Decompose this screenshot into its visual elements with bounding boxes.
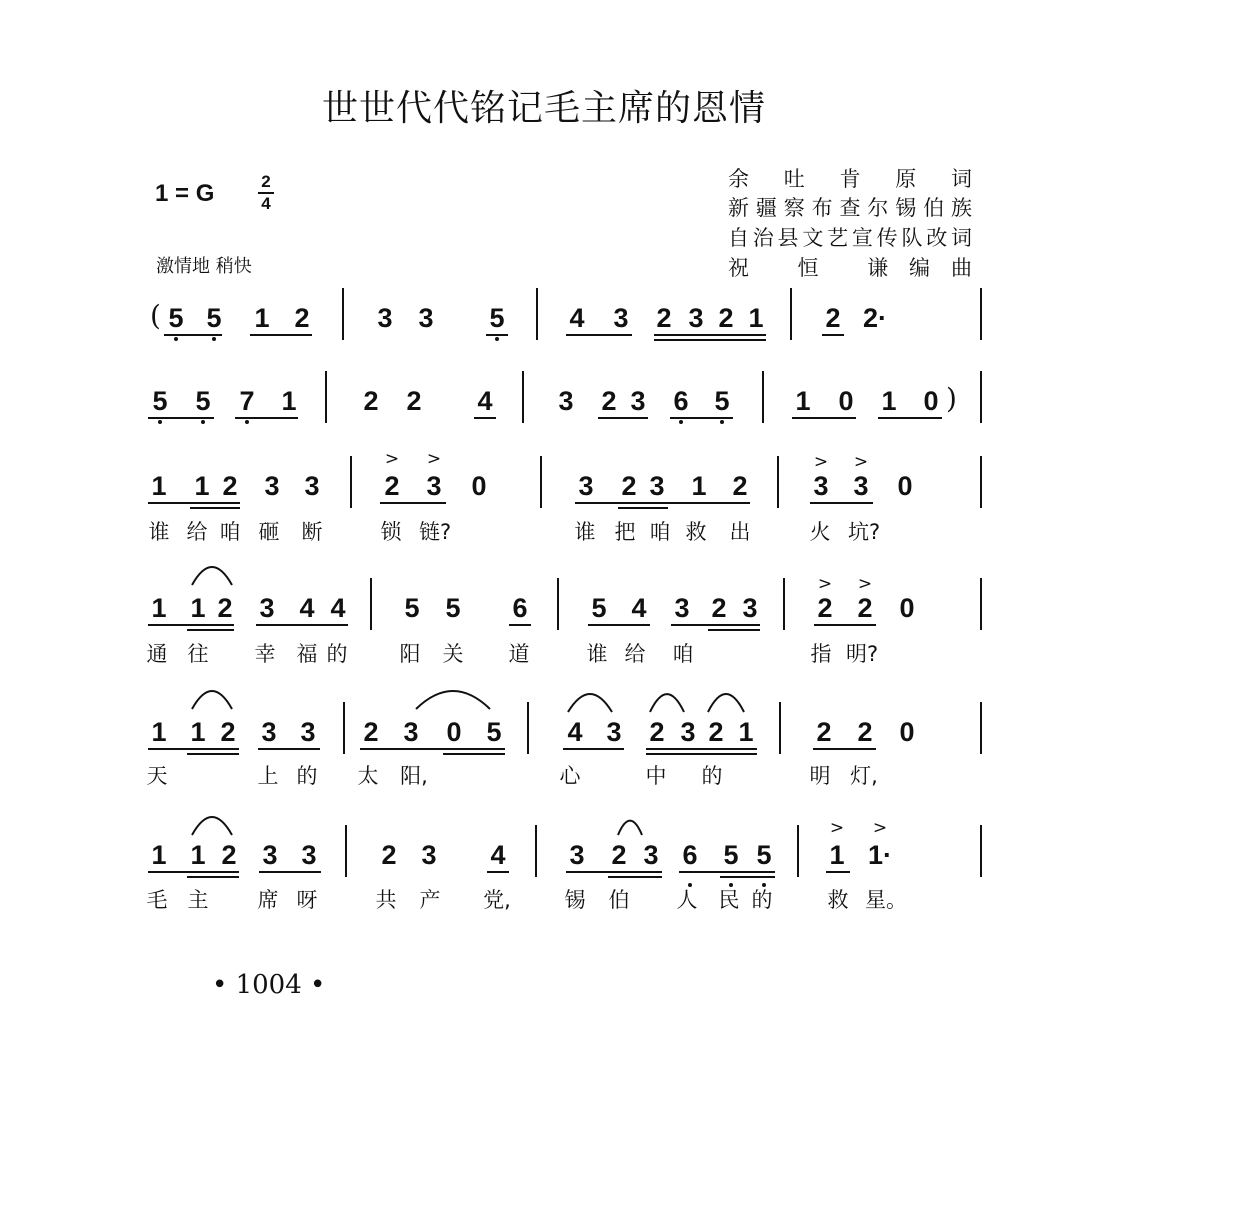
note: 5 xyxy=(591,593,607,623)
note: 2 xyxy=(294,303,310,333)
accent-mark: > xyxy=(829,818,845,838)
note: 2 xyxy=(363,386,379,416)
note: 6 xyxy=(682,840,698,870)
note: 2 xyxy=(825,303,841,333)
lyric-syllable: 民 xyxy=(718,888,740,912)
note: 2 xyxy=(601,386,617,416)
lyric-syllable: 的 xyxy=(701,764,723,788)
note: 0 xyxy=(899,717,915,747)
lyric-syllable: 往 xyxy=(187,642,209,666)
slur xyxy=(650,694,684,712)
lyric-syllable: 天 xyxy=(146,764,168,788)
lyric-syllable: 砸 xyxy=(258,520,280,544)
note: 2 xyxy=(363,717,379,747)
note: 2 xyxy=(718,303,734,333)
lyric-syllable: 心 xyxy=(559,764,581,788)
note: 3 xyxy=(688,303,704,333)
lyric-syllable: 给 xyxy=(624,642,646,666)
note: 2 xyxy=(217,593,233,623)
lyric-syllable: 幸 xyxy=(254,642,276,666)
note: 1 xyxy=(190,717,206,747)
lyric-syllable: 通 xyxy=(146,642,168,666)
note: 0 xyxy=(897,471,913,501)
note: 3 xyxy=(853,471,869,501)
note: 5 xyxy=(168,303,184,333)
key-signature: 1 = G xyxy=(155,180,215,207)
lyric-syllable: 火 xyxy=(809,520,831,544)
note: 5 xyxy=(445,593,461,623)
lyric-syllable: 咱 xyxy=(672,642,694,666)
lyric-syllable: 星。 xyxy=(865,888,907,912)
slur xyxy=(192,691,232,709)
note: 3 xyxy=(426,471,442,501)
note: 4 xyxy=(569,303,585,333)
accent-mark: > xyxy=(426,449,442,469)
note: 3 xyxy=(300,717,316,747)
note: 1 xyxy=(190,593,206,623)
lyric-syllable: 明 xyxy=(809,764,831,788)
note: 0 xyxy=(838,386,854,416)
lyric-syllable: 锁 xyxy=(380,520,402,544)
lyric-syllable: 席 xyxy=(257,888,279,912)
accent-mark: > xyxy=(872,818,888,838)
note: 0 xyxy=(923,386,939,416)
note: 0 xyxy=(446,717,462,747)
note: 3 xyxy=(264,471,280,501)
note: 2 xyxy=(381,840,397,870)
lyric-syllable: 毛 xyxy=(146,888,168,912)
note: 2 xyxy=(656,303,672,333)
accent-mark: > xyxy=(384,449,400,469)
note: 2 xyxy=(406,386,422,416)
note: 1 xyxy=(151,593,167,623)
note: 1 xyxy=(190,840,206,870)
note: 5 xyxy=(486,717,502,747)
lyric-syllable: 阳, xyxy=(400,764,428,788)
time-signature-top: 2 xyxy=(261,172,271,191)
note: 5 xyxy=(714,386,730,416)
note: 3 xyxy=(403,717,419,747)
lyric-syllable: 福 xyxy=(296,642,318,666)
lyric-syllable: 谁 xyxy=(586,642,608,666)
note: 3 xyxy=(259,593,275,623)
note: 2 xyxy=(711,593,727,623)
lyric-syllable: 把 xyxy=(614,520,636,544)
note: 3 xyxy=(613,303,629,333)
note: 3 xyxy=(304,471,320,501)
lyric-syllable: 明? xyxy=(846,642,879,666)
credit-line-2: 新疆察布查尔锡伯族 xyxy=(728,196,972,220)
note: 2 xyxy=(816,717,832,747)
note: 3 xyxy=(578,471,594,501)
lyric-syllable: 关 xyxy=(442,642,464,666)
lyric-syllable: 咱 xyxy=(649,520,671,544)
note: 1 xyxy=(829,840,845,870)
note: 3 xyxy=(649,471,665,501)
note: 1 xyxy=(738,717,754,747)
lyric-syllable: 给 xyxy=(186,520,208,544)
lyric-syllable: 呀 xyxy=(296,888,318,912)
note: 5 xyxy=(152,386,168,416)
note: 3 xyxy=(262,840,278,870)
accent-mark: > xyxy=(813,452,829,472)
slur xyxy=(708,694,744,712)
lyric-syllable: 指 xyxy=(810,642,832,666)
note: 3 xyxy=(558,386,574,416)
note: 2 xyxy=(222,471,238,501)
note: 4 xyxy=(330,593,346,623)
lyric-syllable: 链? xyxy=(419,520,452,544)
credit-line-3: 自治县文艺宣传队改词 xyxy=(728,226,972,250)
time-signature-bottom: 4 xyxy=(261,194,271,213)
note: 2 xyxy=(857,593,873,623)
song-title: 世世代代铭记毛主席的恩情 xyxy=(322,88,767,129)
note: 1 xyxy=(151,471,167,501)
lyric-syllable: 灯, xyxy=(850,764,878,788)
bracket: ( xyxy=(150,299,161,332)
note: 3 xyxy=(606,717,622,747)
note: 3 xyxy=(421,840,437,870)
note: 3 xyxy=(630,386,646,416)
accent-mark: > xyxy=(817,574,833,594)
note: 3 xyxy=(261,717,277,747)
lyric-syllable: 中 xyxy=(645,764,667,788)
note: 4 xyxy=(299,593,315,623)
note: 1 xyxy=(151,840,167,870)
lyric-syllable: 上 xyxy=(257,764,279,788)
note: 1 xyxy=(281,386,297,416)
note: 3 xyxy=(643,840,659,870)
note: 2 xyxy=(708,717,724,747)
note: 3 xyxy=(680,717,696,747)
lyric-syllable: 救 xyxy=(827,888,849,912)
page-number: • 1004 • xyxy=(212,970,326,1000)
lyric-syllable: 咱 xyxy=(219,520,241,544)
note: 5 xyxy=(404,593,420,623)
note: 3 xyxy=(418,303,434,333)
note: 2 xyxy=(384,471,400,501)
note: 2· xyxy=(863,303,888,333)
lyric-syllable: 道 xyxy=(508,642,530,666)
note: 2 xyxy=(817,593,833,623)
lyric-syllable: 主 xyxy=(187,888,209,912)
note: 5 xyxy=(195,386,211,416)
note: 4 xyxy=(477,386,493,416)
note: 2 xyxy=(649,717,665,747)
note: 0 xyxy=(899,593,915,623)
lyric-syllable: 阳 xyxy=(399,642,421,666)
lyric-syllable: 锡 xyxy=(564,888,586,912)
note: 7 xyxy=(239,386,255,416)
note: 5 xyxy=(489,303,505,333)
note: 5 xyxy=(723,840,739,870)
tempo-marking: 激情地 稍快 xyxy=(156,256,252,277)
lyric-syllable: 伯 xyxy=(608,888,630,912)
note: 5 xyxy=(756,840,772,870)
note: 2 xyxy=(857,717,873,747)
note: 6 xyxy=(512,593,528,623)
note: 0 xyxy=(471,471,487,501)
note: 1· xyxy=(868,840,893,870)
note: 4 xyxy=(631,593,647,623)
lyric-syllable: 的 xyxy=(751,888,773,912)
note: 4 xyxy=(567,717,583,747)
slur xyxy=(568,694,612,712)
accent-mark: > xyxy=(853,452,869,472)
note: 5 xyxy=(206,303,222,333)
note: 1 xyxy=(194,471,210,501)
note: 1 xyxy=(254,303,270,333)
lyric-syllable: 产 xyxy=(419,888,441,912)
note: 1 xyxy=(795,386,811,416)
credit-line-1: 余 吐 肯 原 词 xyxy=(728,167,972,191)
lyric-syllable: 太 xyxy=(357,764,379,788)
note: 2 xyxy=(611,840,627,870)
credit-line-4: 祝 恒 谦编曲 xyxy=(728,256,972,280)
note: 3 xyxy=(742,593,758,623)
note: 3 xyxy=(377,303,393,333)
lyric-syllable: 出 xyxy=(729,520,751,544)
slur xyxy=(618,821,642,835)
accent-mark: > xyxy=(857,574,873,594)
lyric-syllable: 的 xyxy=(326,642,348,666)
lyric-syllable: 救 xyxy=(685,520,707,544)
lyric-syllable: 坑? xyxy=(848,520,881,544)
lyric-syllable: 的 xyxy=(296,764,318,788)
note: 1 xyxy=(691,471,707,501)
note: 3 xyxy=(813,471,829,501)
note: 2 xyxy=(221,840,237,870)
note: 3 xyxy=(569,840,585,870)
note: 2 xyxy=(732,471,748,501)
note: 1 xyxy=(748,303,764,333)
note: 3 xyxy=(301,840,317,870)
note: 1 xyxy=(881,386,897,416)
lyric-syllable: 人 xyxy=(676,888,698,912)
bracket: ) xyxy=(946,382,957,415)
note: 4 xyxy=(490,840,506,870)
slur xyxy=(416,691,490,709)
note: 2 xyxy=(621,471,637,501)
note: 6 xyxy=(673,386,689,416)
note: 3 xyxy=(674,593,690,623)
lyric-syllable: 谁 xyxy=(574,520,596,544)
slur xyxy=(192,817,232,835)
slur xyxy=(192,567,232,585)
note: 2 xyxy=(220,717,236,747)
lyric-syllable: 共 xyxy=(375,888,397,912)
note: 1 xyxy=(151,717,167,747)
lyric-syllable: 党, xyxy=(483,888,511,912)
lyric-syllable: 谁 xyxy=(148,520,170,544)
lyric-syllable: 断 xyxy=(301,520,323,544)
